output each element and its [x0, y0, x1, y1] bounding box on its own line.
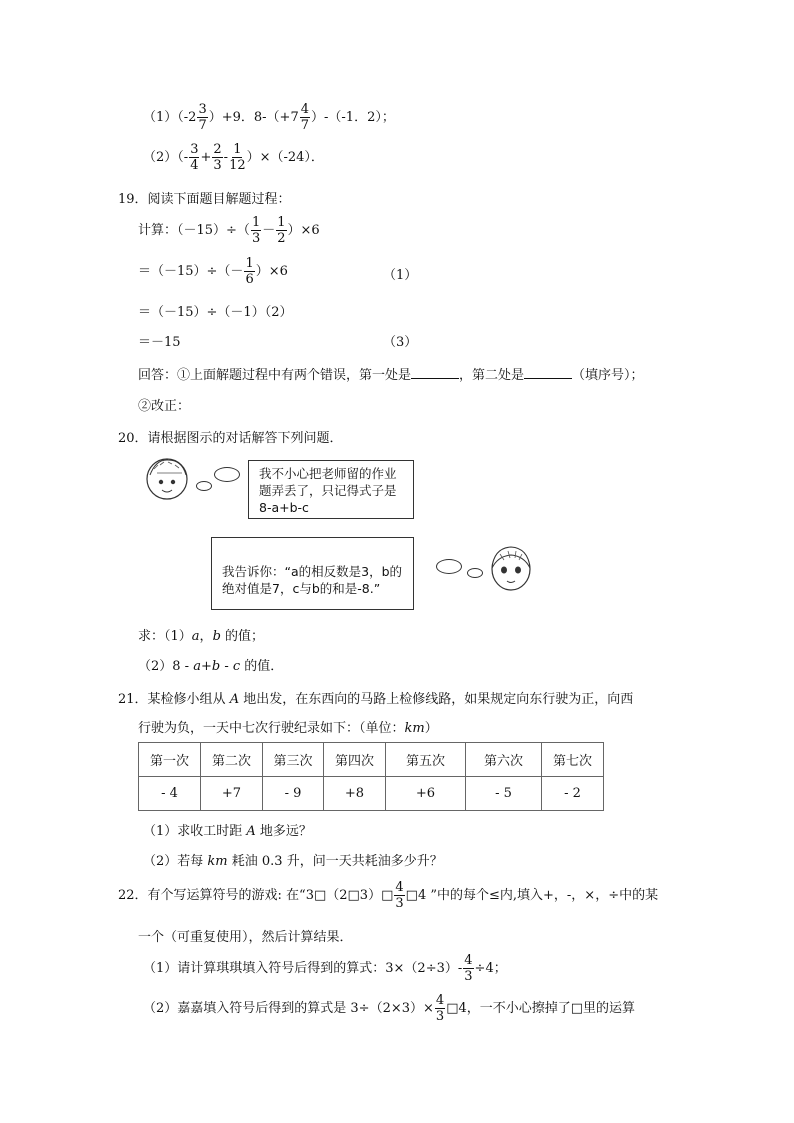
boy-cartoon-icon	[142, 455, 192, 505]
q20-title: 20．请根据图示的对话解答下列问题．	[118, 431, 343, 446]
fraction: $\frac{4}{7}$	[300, 102, 310, 133]
q22-line1: 22．有个写运算符号的游戏: 在“3□（2□3）□ $\frac{4}{3}$ □4 ”中的每个≤内,填入+，-，×，÷中的某	[118, 880, 659, 911]
table-cell: - 5	[466, 777, 542, 811]
table-cell: +7	[201, 777, 263, 811]
answer-blank-2[interactable]	[524, 366, 572, 379]
table-header-cell: 第五次	[386, 743, 466, 777]
q21-ask2: （2）若每 km 耗油 0.3 升，问一天共耗油多少升？	[143, 854, 443, 869]
table-header-cell: 第六次	[466, 743, 542, 777]
table-header-row	[139, 743, 604, 777]
table-header-cell: 第四次	[324, 743, 386, 777]
fraction: $\frac{4}{3}$	[435, 993, 445, 1024]
table-header-cell: 第二次	[201, 743, 263, 777]
q22-part1: （1）请计算琪琪填入符号后得到的算式：3×（2÷3）- $\frac{4}{3}$ ÷4；	[143, 953, 507, 984]
q19-fix: ②改正：	[138, 399, 191, 414]
step-mark-3: （3）	[383, 335, 418, 350]
fraction: $\frac{4}{3}$	[395, 880, 404, 911]
table-header-cell: 第一次	[139, 743, 201, 777]
table-cell: +8	[324, 777, 386, 811]
q22-part2: （2）嘉嘉填入符号后得到的算式是 3÷（2×3）× $\frac{4}{3}$ □4，一不小心擦掉了□里的运算	[143, 993, 636, 1024]
q20-ask2: （2）8 - a+b - c 的值．	[138, 659, 284, 674]
q21-title: 21．某检修小组从 A 地出发，在东西向的马路上检修线路，如果规定向东行驶为正，向西	[118, 692, 634, 707]
q19-line1: 计算：（－15）÷（ $\frac{1}{3}$ － $\frac{1}{2}$ ）×6	[138, 215, 320, 246]
q19-line2: ＝（－15）÷（－ $\frac{1}{6}$ ）×6	[138, 256, 288, 287]
q18-part1: （1）（-2 $\frac{3}{7}$ ）+9．8-（+7 $\frac{4}{7}$ ）-（-1．2）；	[143, 102, 395, 133]
q22-line2: 一个（可重复使用），然后计算结果．	[138, 930, 353, 945]
thought-bubble-large	[436, 559, 462, 574]
driving-record-table	[138, 742, 604, 811]
table-header-cell: 第七次	[542, 743, 604, 777]
q20-ask1: 求：（1）a，b 的值；	[138, 629, 265, 644]
thought-bubble-small	[467, 568, 483, 578]
table-cell: - 9	[263, 777, 324, 811]
table-cell: +6	[386, 777, 466, 811]
table-cell: - 4	[139, 777, 201, 811]
q21-line2: 行驶为负，一天中七次行驶纪录如下：（单位：km）	[138, 721, 438, 736]
fraction: $\frac{3}{4}$	[190, 142, 199, 173]
q19-line4: ＝－15	[138, 335, 181, 350]
fraction: $\frac{1}{3}$	[251, 215, 261, 246]
fraction: $\frac{4}{3}$	[464, 953, 473, 984]
fraction: $\frac{3}{7}$	[198, 102, 207, 133]
q21-ask1: （1）求收工时距 A 地多远？	[143, 824, 312, 839]
thought-bubble-large	[214, 467, 240, 482]
q19-line3: ＝（－15）÷（－1）（2）	[138, 305, 293, 320]
fraction: $\frac{2}{3}$	[213, 142, 222, 173]
answer-blank-1[interactable]	[411, 366, 459, 379]
speech-box-friend: 我告诉你：“a的相反数是3，b的绝对值是7，c与b的和是-8.”	[211, 537, 414, 610]
step-mark-1: （1）	[383, 268, 418, 283]
q19-title: 19．阅读下面题目解题过程：	[118, 192, 291, 207]
table-cell: - 2	[542, 777, 604, 811]
fraction: $\frac{1}{2}$	[277, 215, 286, 246]
speech-box-student: 我不小心把老师留的作业题弄丢了，只记得式子是8-a+b-c	[248, 460, 414, 519]
table-header-cell: 第三次	[263, 743, 324, 777]
fraction: $\frac{1}{12}$	[229, 142, 246, 173]
fraction: $\frac{1}{6}$	[245, 256, 254, 287]
q18-part2: （2）（- $\frac{3}{4}$ + $\frac{2}{3}$ - $\frac{1}{12}$ ）×（-24）．	[143, 142, 324, 173]
table-row	[139, 777, 604, 811]
thought-bubble-small	[196, 481, 212, 491]
q19-answer: 回答：①上面解题过程中有两个错误，第一处是 ，第二处是 （填序号）；	[138, 368, 644, 383]
girl-cartoon-icon	[486, 542, 536, 594]
